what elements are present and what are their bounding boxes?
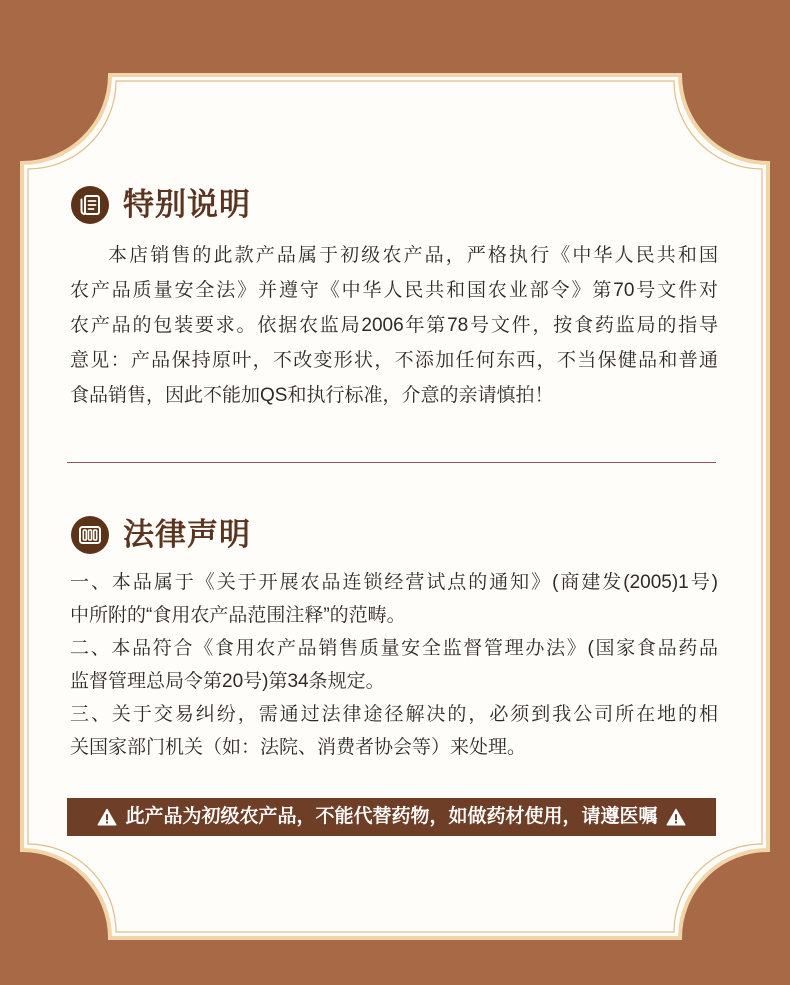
paragraph-line: 农产品质量安全法》并遵守《中华人民共和国农业部令》第70号文件对 <box>70 280 718 301</box>
document-icon <box>71 186 109 224</box>
warning-icon <box>97 808 117 826</box>
warning-banner <box>67 798 716 836</box>
paragraph-line: 三、关于交易纠纷，需通过法律途径解决的，必须到我公司所在地的相 <box>70 704 718 725</box>
paragraph-line: 一、本品属于《关于开展农品连锁经营试点的通知》(商建发(2005)1号) <box>70 572 718 593</box>
paragraph-line: 意见：产品保持原叶，不改变形状，不添加任何东西，不当保健品和普通 <box>70 350 718 371</box>
paragraph-line: 二、本品符合《食用农产品销售质量安全监督管理办法》(国家食品药品 <box>70 638 718 659</box>
special-note-paragraph <box>70 238 718 413</box>
paragraph-line: 食品销售，因此不能加QS和执行标准，介意的亲请慎拍！ <box>70 385 554 406</box>
bookshelf-icon <box>71 516 109 554</box>
warning-icon <box>666 808 686 826</box>
paragraph-line: 监督管理总局令第20号)第34条规定。 <box>70 671 385 692</box>
section-divider <box>67 462 716 463</box>
legal-notice-title: 法律声明 <box>123 517 251 552</box>
paragraph-line: 中所附的“食用农产品范围注释”的范畴。 <box>70 605 406 626</box>
legal-notice-paragraph <box>70 566 718 764</box>
special-note-title: 特别说明 <box>123 187 251 222</box>
warning-text: 此产品为初级农产品，不能代替药物，如做药材使用，请遵医嘱 <box>125 806 658 827</box>
special-note-section <box>0 0 790 470</box>
paragraph-line: 农产品的包装要求。依据农监局2006年第78号文件，按食药监局的指导 <box>70 315 718 336</box>
paragraph-line: 关国家部门机关（如：法院、消费者协会等）来处理。 <box>70 737 527 758</box>
paragraph-line: 本店销售的此款产品属于初级农产品，严格执行《中华人民共和国 <box>108 245 718 266</box>
